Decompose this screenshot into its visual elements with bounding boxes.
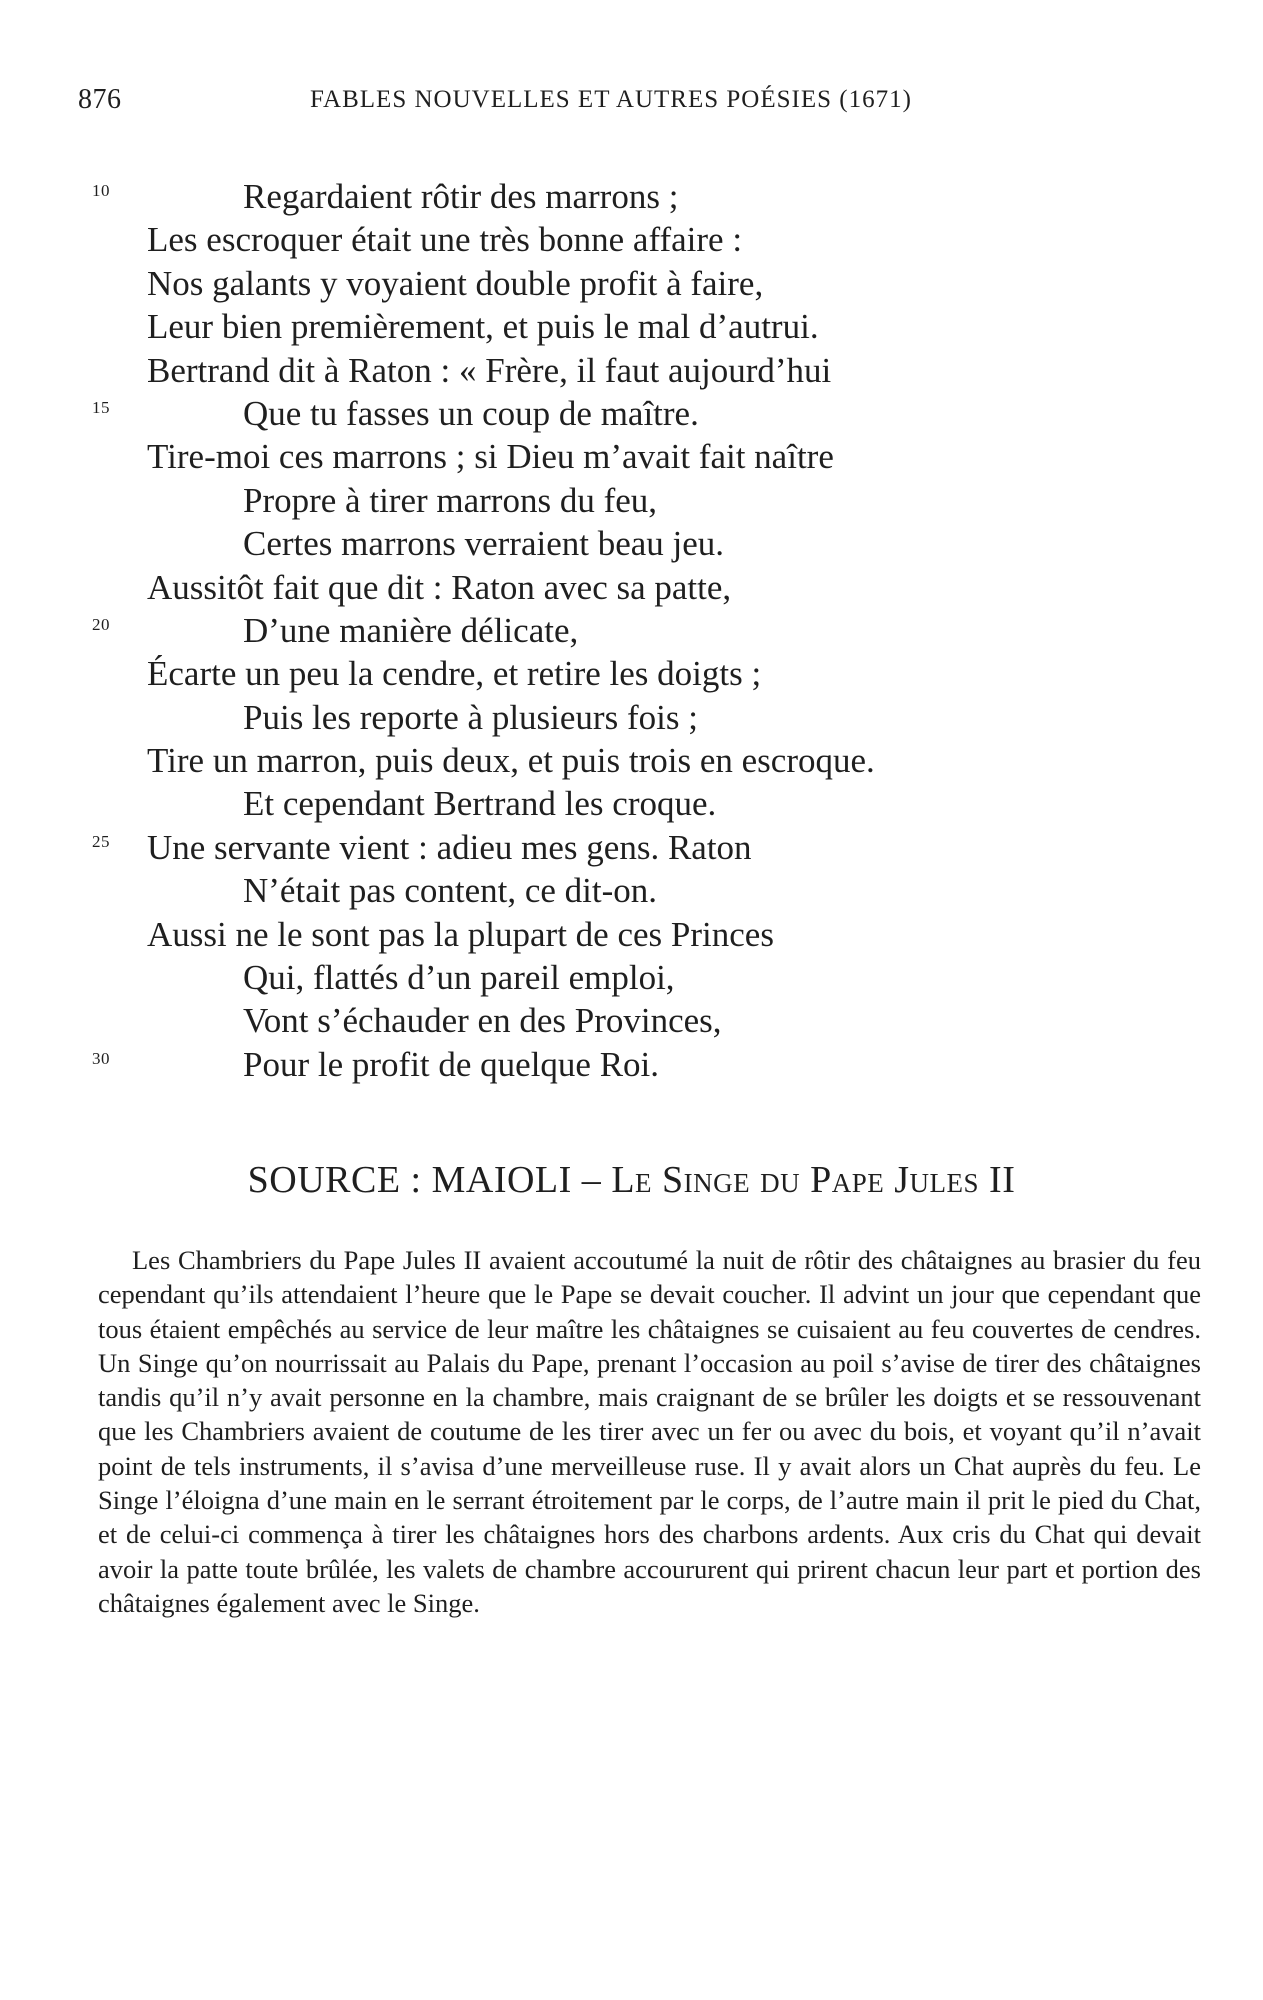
line-number: 10 — [92, 181, 110, 200]
source-text — [98, 1243, 1201, 1620]
verse-line — [0, 782, 1263, 825]
verse-line — [0, 826, 1263, 869]
verse-text: Leur bien premièrement, et puis le mal d’autrui. — [147, 307, 819, 347]
verse-line — [0, 392, 1263, 435]
line-number: 20 — [92, 614, 110, 634]
line-number: 15 — [92, 397, 110, 417]
source-paragraph: Les Chambriers du Pape Jules II avaient accoutumé la nuit de rôtir des châtaignes au brasier du feu cependant qu’ils attendaient l’heure que le Pape se devait coucher. Il advint un jour que cependant que tous étaient empêchés au service de leur maître les châtaignes se cuisaient au feu couvertes de cendres. Un Singe qu’on nourrissait au Palais du Pape, prenant l’occasion au poil s’avise de tirer des châtaignes tandis qu’il n’y avait personne en la chambre, mais craignant de se brûler les doigts et se ressouvenant que les Chambriers avaient de coutume de les tirer avec un fer ou avec du bois, et voyant qu’il n’avait point de tels instruments, il s’avisa d’une merveilleuse ruse. Il y avait alors un Chat auprès du feu. Le Singe l’éloigna d’une main en le serrant étroitement par le corps, de l’autre main il prit le pied du Chat, et de celui-ci commença à tirer les châtaignes hors des charbons ardents. Aux cris du Chat qui devait avoir la patte toute brûlée, les valets de chambre accoururent qui prirent chacun leur part et portion des châtaignes également avec le Singe. — [98, 1245, 1201, 1618]
verse-text: Et cependant Bertrand les croque. — [243, 784, 717, 824]
verse-text: Regardaient rôtir des marrons ; — [243, 177, 679, 216]
verse-line — [0, 1043, 1263, 1086]
verse-text: Tire un marron, puis deux, et puis trois en escroque. — [147, 741, 875, 781]
verse-line — [0, 652, 1263, 695]
source-heading-subtitle: Le Singe du Pape Jules II — [611, 1159, 1016, 1201]
page-header — [78, 84, 1008, 124]
verse-line — [0, 175, 1263, 218]
verse-text: Nos galants y voyaient double profit à faire, — [147, 263, 764, 303]
verse-line — [0, 956, 1263, 999]
verse-line — [0, 609, 1263, 652]
verse-text: Puis les reporte à plusieurs fois ; — [243, 697, 698, 737]
verse-text: Que tu fasses un coup de maître. — [243, 393, 699, 433]
source-heading-main: SOURCE : MAIOLI – — [247, 1159, 612, 1201]
verse-text: Aussi ne le sont pas la plupart de ces Princes — [147, 914, 774, 954]
verse-line — [0, 696, 1263, 739]
verse-line — [0, 349, 1263, 392]
page-number: 876 — [78, 84, 122, 115]
verse-line — [0, 262, 1263, 305]
verse-line — [0, 435, 1263, 478]
source-heading — [0, 1158, 1263, 1202]
verse-line — [0, 566, 1263, 609]
verse-line — [0, 913, 1263, 956]
verse-text: Vont s’échauder en des Provinces, — [243, 1001, 722, 1041]
verse-text: Aussitôt fait que dit : Raton avec sa patte, — [147, 567, 732, 607]
verse-line — [0, 305, 1263, 348]
verse-text: Les escroquer était une très bonne affaire : — [147, 220, 743, 260]
running-title: FABLES NOUVELLES ET AUTRES POÉSIES (1671) — [310, 86, 912, 113]
verse-text: Propre à tirer marrons du feu, — [243, 480, 658, 520]
verse-text: Qui, flattés d’un pareil emploi, — [243, 958, 675, 998]
verse-text: Pour le profit de quelque Roi. — [243, 1044, 660, 1084]
verse-text: N’était pas content, ce dit-on. — [243, 871, 658, 911]
verse-line — [0, 522, 1263, 565]
line-number: 30 — [92, 1048, 110, 1068]
verse-text: Certes marrons verraient beau jeu. — [243, 524, 725, 564]
verse-text: Une servante vient : adieu mes gens. Raton — [147, 827, 752, 867]
verse-line — [0, 218, 1263, 261]
verse-line — [0, 479, 1263, 522]
verse-text: Tire-moi ces marrons ; si Dieu m’avait fait naître — [147, 437, 834, 477]
verse-line — [0, 869, 1263, 912]
verse-text: Écarte un peu la cendre, et retire les doigts ; — [147, 654, 762, 694]
verse-text: Bertrand dit à Raton : « Frère, il faut aujourd’hui — [147, 350, 832, 390]
verse-line — [0, 739, 1263, 782]
line-number: 25 — [92, 831, 110, 851]
verse-text: D’une manière délicate, — [243, 610, 579, 650]
verse-line — [0, 999, 1263, 1042]
poem — [0, 175, 1263, 1086]
